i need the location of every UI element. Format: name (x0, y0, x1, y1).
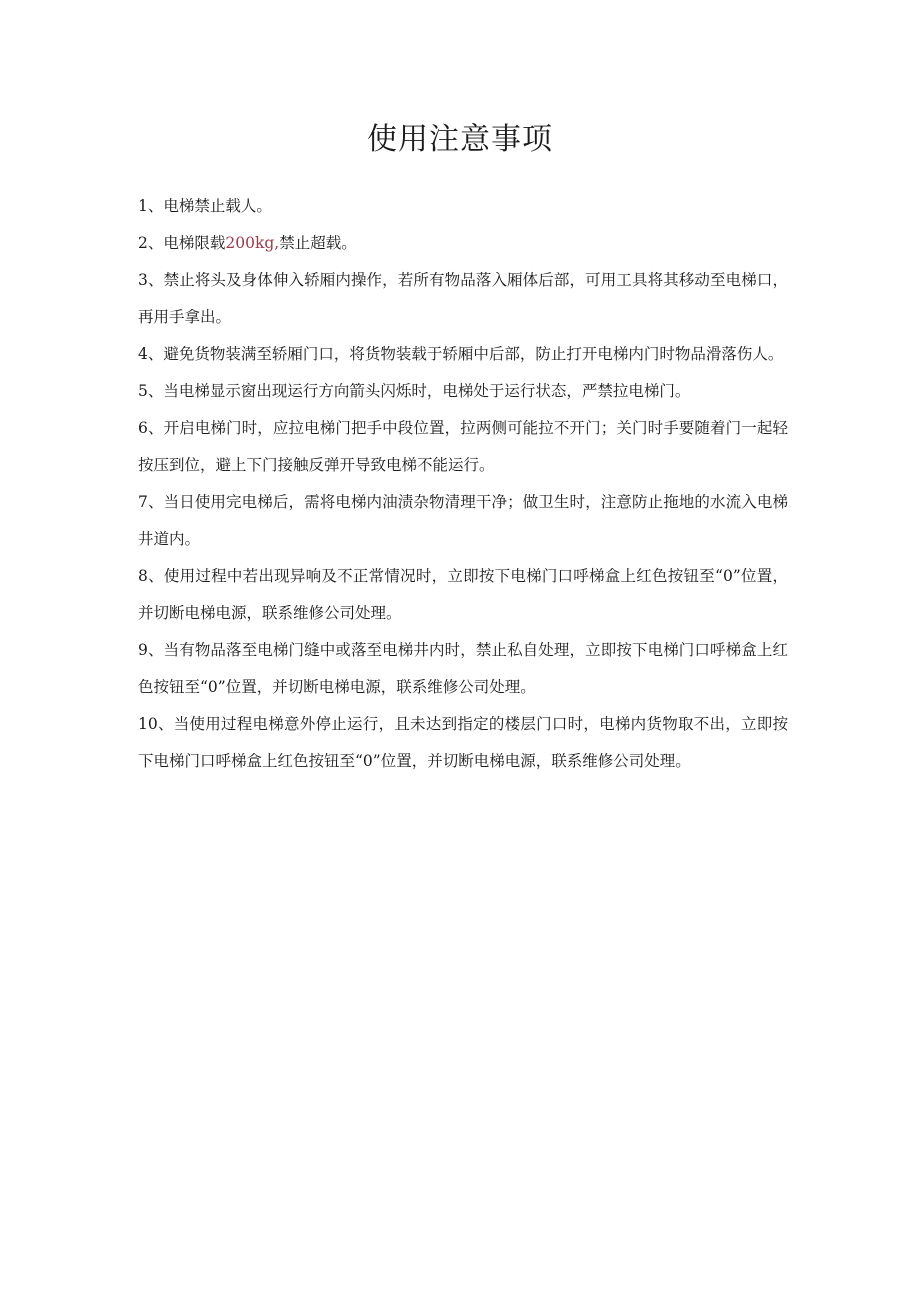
notice-item-2 (138, 225, 788, 262)
notice-text: 4、避免货物装满至轿厢门口，将货物装载于轿厢中后部，防止打开电梯内门时物品滑落伤人。 (138, 345, 784, 363)
notice-item-3 (138, 262, 788, 336)
notice-text: 5、当电梯显示窗出现运行方向箭头闪烁时，电梯处于运行状态，严禁拉电梯门。 (138, 382, 691, 400)
notice-list (138, 188, 788, 780)
notice-item-5 (138, 373, 788, 410)
notice-item-10 (138, 706, 788, 780)
notice-text: 2、电梯限载 (138, 234, 226, 252)
notice-text: 禁止超载。 (279, 234, 357, 252)
notice-text: 10、当使用过程电梯意外停止运行，且未达到指定的楼层门口时，电梯内货物取不出，立即按下电梯门口呼梯盒上红色按钮至“0”位置，并切断电梯电源，联系维修公司处理。 (138, 715, 788, 770)
notice-item-1 (138, 188, 788, 225)
notice-item-9 (138, 632, 788, 706)
notice-item-6 (138, 410, 788, 484)
notice-item-4 (138, 336, 788, 373)
page-title: 使用注意事项 (367, 122, 553, 157)
notice-item-8 (138, 558, 788, 632)
notice-text: 9、当有物品落至电梯门缝中或落至电梯井内时，禁止私自处理，立即按下电梯门口呼梯盒上红色按钮至“0”位置，并切断电梯电源，联系维修公司处理。 (138, 641, 788, 696)
notice-text: 6、开启电梯门时，应拉电梯门把手中段位置，拉两侧可能拉不开门；关门时手要随着门一起轻按压到位，避上下门接触反弹开导致电梯不能运行。 (138, 419, 788, 474)
notice-text: 3、禁止将头及身体伸入轿厢内操作，若所有物品落入厢体后部，可用工具将其移动至电梯口，再用手拿出。 (138, 271, 788, 326)
notice-text: 7、当日使用完电梯后，需将电梯内油渍杂物清理干净；做卫生时，注意防止拖地的水流入电梯井道内。 (138, 493, 788, 548)
notice-text: 1、电梯禁止载人。 (138, 197, 272, 215)
notice-text: 8、使用过程中若出现异响及不正常情况时，立即按下电梯门口呼梯盒上红色按钮至“0”位置，并切断电梯电源，联系维修公司处理。 (138, 567, 788, 622)
notice-item-7 (138, 484, 788, 558)
load-limit-value: 200kg, (225, 234, 280, 252)
